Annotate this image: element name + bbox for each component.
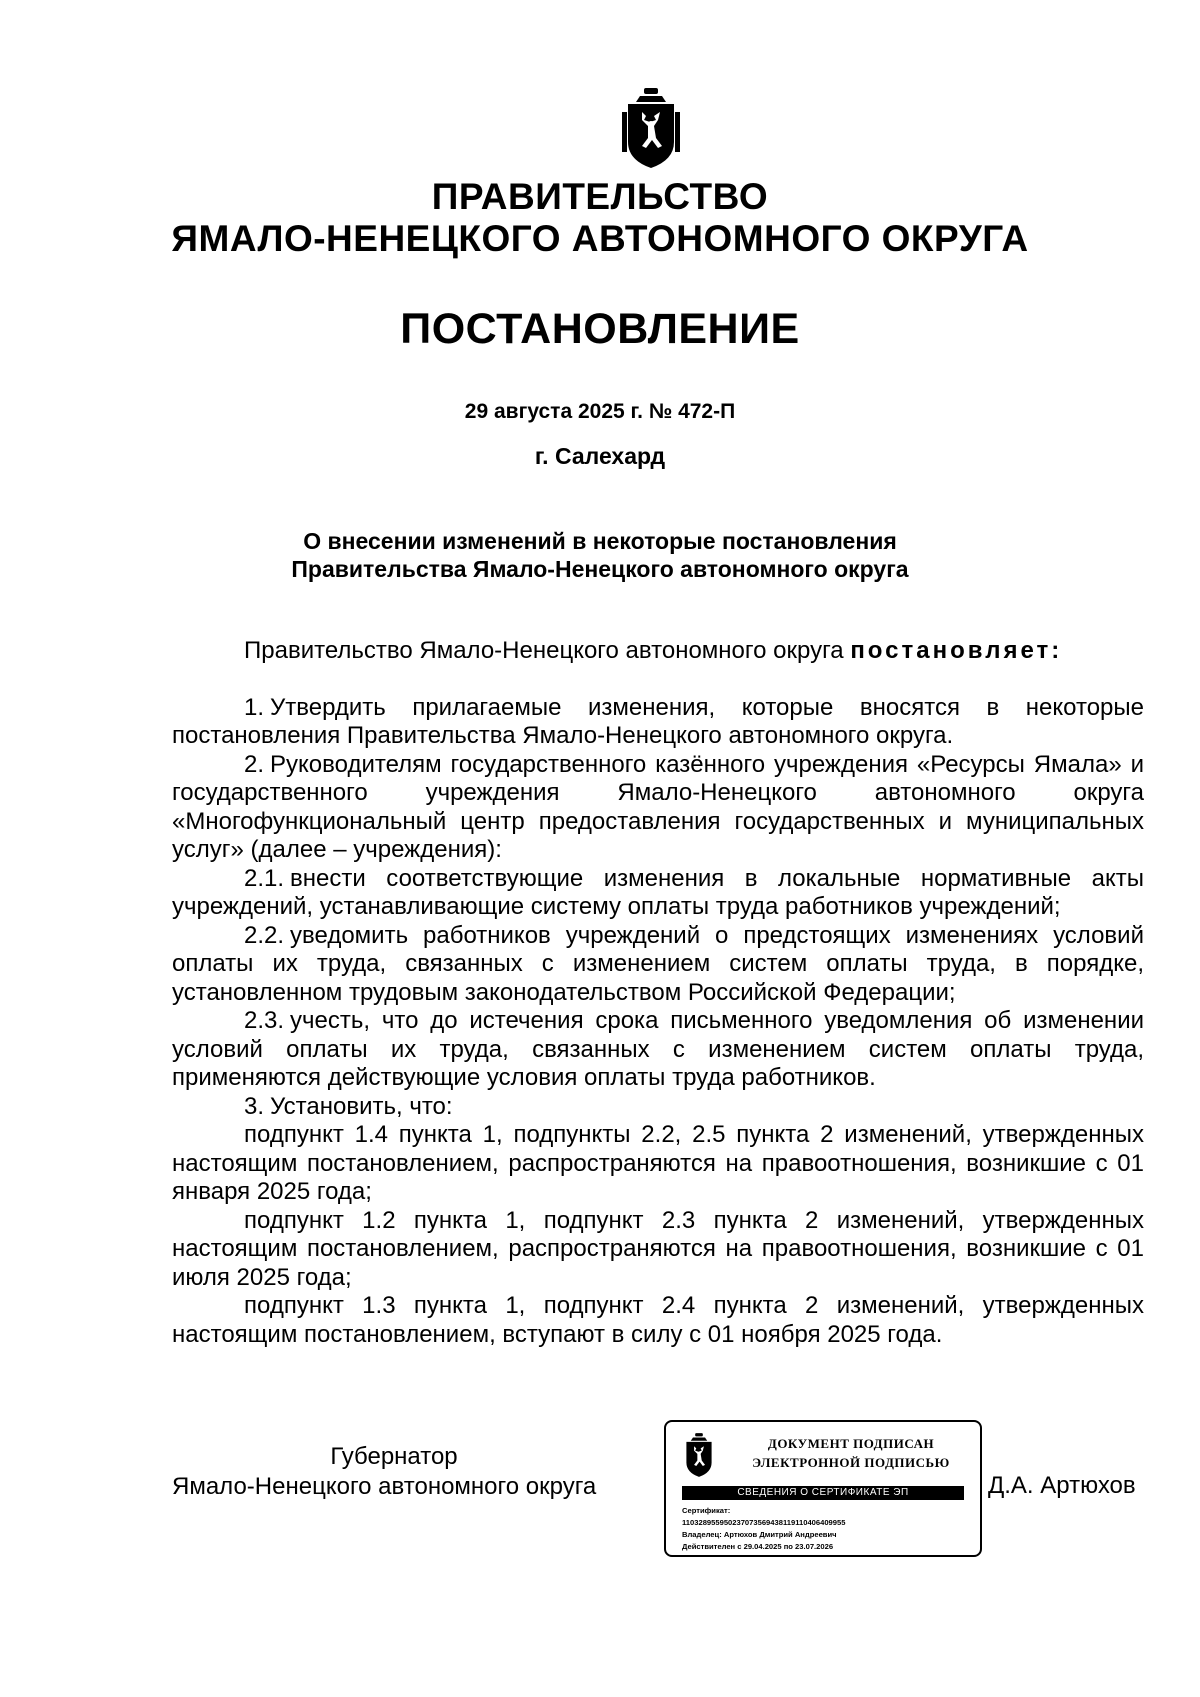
document-type: ПОСТАНОВЛЕНИЕ <box>400 305 800 353</box>
paragraph-2-1 <box>172 865 1144 922</box>
preamble <box>172 637 1144 666</box>
paragraph-3-a: подпункт 1.4 пункта 1, подпункты 2.2, 2.5 пункта 2 изменений, утвержденных настоящим постановлением, распространяются на правоотношения, возникшие с 01 января 2025 года; <box>172 1121 1144 1205</box>
paragraph-text: Установить, что: <box>270 1092 453 1120</box>
organization-title-line2: ЯМАЛО-НЕНЕЦКОГО АВТОНОМНОГО ОКРУГА <box>171 218 1029 259</box>
document-subject-line2: Правительства Ямало-Ненецкого автономного округа <box>291 556 909 582</box>
paragraph-3-c: подпункт 1.3 пункта 1, подпункт 2.4 пункта 2 изменений, утвержденных настоящим постановлением, вступают в силу с 01 ноября 2025 года. <box>172 1292 1144 1348</box>
signatory-title <box>172 1442 652 1502</box>
paragraph-3 <box>172 1093 1144 1122</box>
document-body <box>172 637 1144 1349</box>
document-subject-line1: О внесении изменений в некоторые постановления <box>303 528 897 554</box>
issuing-city: г. Салехард <box>534 443 666 469</box>
electronic-signature-stamp <box>664 1420 982 1557</box>
stamp-owner: Владелец: Артюхов Дмитрий Андреевич <box>682 1530 837 1539</box>
stamp-certificate-bar: СВЕДЕНИЯ О СЕРТИФИКАТЕ ЭП <box>682 1486 964 1500</box>
paragraph-number: 2.3. <box>244 1007 285 1034</box>
paragraph-3-b: подпункт 1.2 пункта 1, подпункт 2.3 пункта 2 изменений, утвержденных настоящим постановлением, распространяются на правоотношения, возникшие с 01 июля 2025 года; <box>172 1206 1144 1291</box>
stamp-certificate-label: Сертификат: <box>682 1506 731 1515</box>
paragraph-text: внести соответствующие изменения в локальные нормативные акты учреждений, устанавливающие систему оплаты труда работников учреждений; <box>172 864 1144 920</box>
stamp-certificate-number: 110328955950237073569438119110406409955 <box>682 1518 846 1527</box>
signatory-position: Губернатор <box>330 1443 458 1470</box>
paragraph-2-3 <box>172 1007 1144 1093</box>
paragraph-number: 2. <box>244 750 265 778</box>
paragraph-text: уведомить работников учреждений о предстоящих изменениях условий оплаты их труда, связанных с изменением систем оплаты труда, в порядке, установленном трудовым законодательством Российской Федерации; <box>172 921 1144 1006</box>
paragraph-1 <box>172 694 1144 751</box>
signatory-name: Д.А. Артюхов <box>988 1472 1136 1499</box>
signatory-region: Ямало-Ненецкого автономного округа <box>172 1473 597 1500</box>
stamp-title-line2: ЭЛЕКТРОННОЙ ПОДПИСЬЮ <box>752 1455 950 1470</box>
paragraph-number: 2.2. <box>244 921 285 949</box>
organization-title-line1: ПРАВИТЕЛЬСТВО <box>431 176 769 217</box>
paragraph-2-2 <box>172 922 1144 1008</box>
paragraph-number: 2.1. <box>244 864 285 892</box>
paragraph-2 <box>172 751 1144 865</box>
paragraph-number: 1. <box>244 693 265 721</box>
preamble-verb: постановляет: <box>850 637 1063 664</box>
coat-of-arms-icon <box>620 86 682 170</box>
paragraph-text: Утвердить прилагаемые изменения, которые вносятся в некоторые постановления Правительства Ямало-Ненецкого автономного округа. <box>172 693 1144 749</box>
paragraph-number: 3. <box>244 1092 265 1120</box>
paragraph-text: учесть, что до истечения срока письменного уведомления об изменении условий оплаты их труда, связанных с изменением систем оплаты труда, применяются действующие условия оплаты труда работников. <box>172 1007 1144 1091</box>
paragraph-text: Руководителям государственного казённого учреждения «Ресурсы Ямала» и государственного учреждения Ямало-Ненецкого автономного округа «Многофункциональный центр предоставления государственных и муниципальных услуг» (далее – учреждения): <box>172 750 1144 863</box>
stamp-coat-of-arms-icon <box>682 1432 716 1478</box>
date-and-number: 29 августа 2025 г. № 472-П <box>464 400 736 423</box>
stamp-title-line1: ДОКУМЕНТ ПОДПИСАН <box>767 1436 935 1451</box>
preamble-text: Правительство Ямало-Ненецкого автономного округа <box>244 637 851 664</box>
stamp-validity: Действителен с 29.04.2025 по 23.07.2026 <box>682 1542 834 1551</box>
